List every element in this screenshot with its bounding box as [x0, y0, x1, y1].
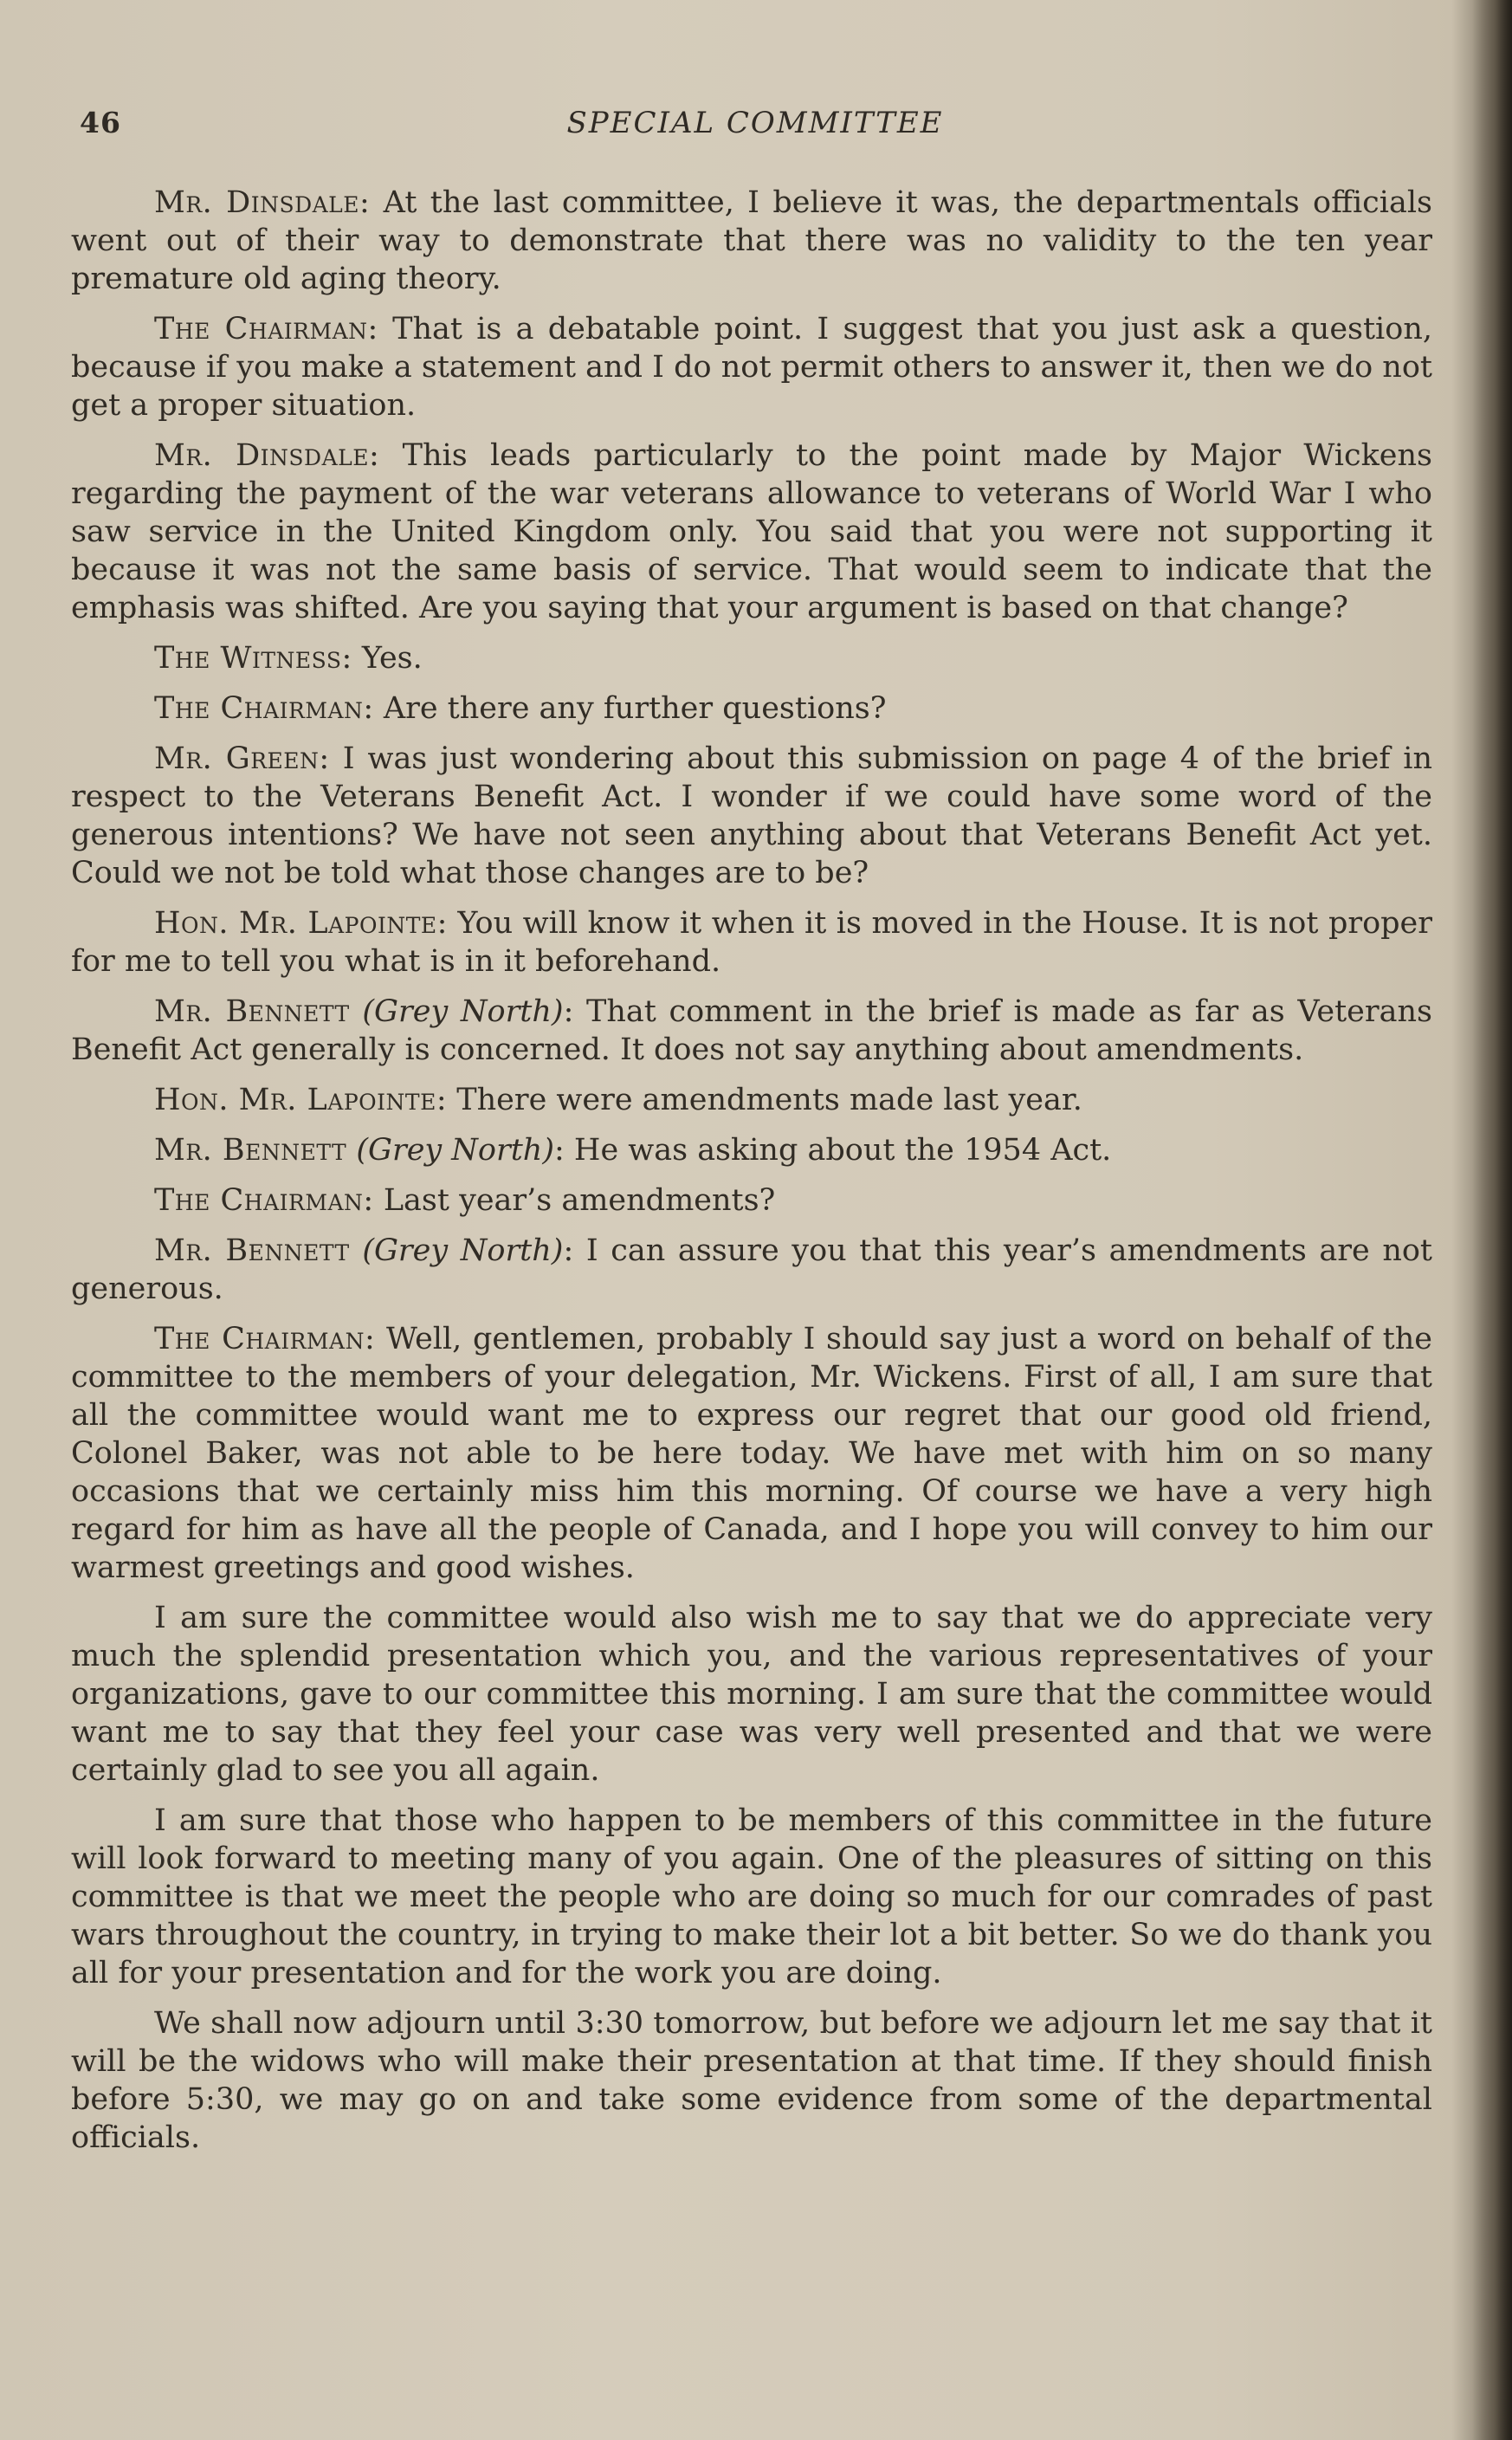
speaker-name: The Chairman: [154, 1183, 374, 1218]
transcript-paragraph [71, 1181, 1432, 1220]
transcript-paragraph [71, 1320, 1432, 1587]
paragraph-text: This leads particularly to the point made by Major Wickens regarding the payment of the war veterans allowance to veterans of World War I who saw service in the United Kingdom only. You said that you were not supporting it because it was not the same basis of service. That would seem to indicate that the emphasis was shifted. Are you saying that your argument is based on that change? [71, 438, 1433, 625]
speaker-name: The Chairman: [154, 1322, 376, 1356]
paragraph-text: I am sure that those who happen to be members of this committee in the future will look forward to meeting many of you again. One of the pleasures of sitting on this committee is that we meet the people who are doing so much for our comrades of past wars throughout the country, in trying to make their lot a bit better. So we do thank you all for your presentation and for the work you are doing. [71, 1803, 1432, 1990]
page-header [80, 106, 1431, 149]
paragraph-text: I am sure the committee would also wish me to say that we do appreciate very much the splendid presentation which you, and the various representatives of your organizations, gave to our committee this morning. I am sure that the committee would want me to say that they feel your case was very well presented and that we were certainly glad to see you all again. [71, 1601, 1432, 1788]
transcript-paragraph [71, 1802, 1432, 1992]
paragraph-text: You will know it when it is moved in the House. It is not proper for me to tell you what is in it beforehand. [71, 906, 1432, 979]
speaker-name: Mr. Green: [154, 741, 330, 776]
paragraph-text: Well, gentlemen, probably I should say just a word on behalf of the committee to the members of your delegation, Mr. Wickens. First of all, I am sure that all the committee would want me to express our regret that our good old friend, Colonel Baker, was not able to be here today. We have met with him on so many occasions that we certainly miss him this morning. Of course we have a very high regard for him as have all the people of Canada, and I hope you will convey to him our warmest greetings and good wishes. [71, 1322, 1432, 1585]
paragraph-text: That is a debatable point. I suggest that you just ask a question, because if you make a statement and I do not permit others to answer it, then we do not get a proper situation. [71, 312, 1432, 423]
paragraph-text: Yes. [352, 641, 423, 676]
transcript-paragraph [71, 184, 1432, 298]
transcript-paragraph [71, 1232, 1432, 1308]
transcript-paragraph [71, 1081, 1432, 1119]
paragraph-text: : He was asking about the 1954 Act. [554, 1133, 1112, 1168]
speaker-name: Hon. Mr. Lapointe: [154, 906, 448, 941]
paragraph-text: : That comment in the brief is made as far as Veterans Benefit Act generally is concerned. It does not say anything about amendments. [71, 994, 1432, 1067]
transcript-paragraph [71, 993, 1432, 1069]
speaker-name: Mr. Dinsdale: [154, 185, 371, 220]
paragraph-text: I was just wondering about this submission on page 4 of the brief in respect to the Veterans Benefit Act. I wonder if we could have some word of the generous intentions? We have not seen anything about that Veterans Benefit Act yet. Could we not be told what those changes are to be? [71, 741, 1432, 890]
transcript-paragraph [71, 689, 1432, 728]
speaker-name: Mr. Bennett [154, 1233, 350, 1268]
paragraph-text: At the last committee, I believe it was, the departmentals officials went out of their way to demonstrate that there was no validity to the ten year premature old aging theory. [71, 185, 1432, 296]
speaker-name: The Witness: [154, 641, 352, 676]
transcript-paragraph [71, 1599, 1432, 1790]
speaker-name: Hon. Mr. Lapointe: [154, 1083, 448, 1117]
paragraph-text: We shall now adjourn until 3:30 tomorrow, but before we adjourn let me say that it will be the widows who will make their presentation at that time. If they should finish before 5:30, we may go on and take some evidence from some of the departmental officials. [71, 2006, 1432, 2155]
transcript-body [71, 184, 1432, 2169]
paragraph-text: There were amendments made last year. [447, 1083, 1082, 1117]
transcript-paragraph [71, 904, 1432, 981]
paragraph-text: Last year’s amendments? [373, 1183, 776, 1218]
running-title: SPECIAL COMMITTEE [566, 106, 944, 140]
binding-edge-shadow [1472, 0, 1512, 2440]
transcript-paragraph [71, 2004, 1432, 2157]
page-number: 46 [80, 106, 121, 139]
speaker-name: The Chairman: [154, 691, 374, 726]
transcript-paragraph [71, 639, 1432, 677]
speaker-name: Mr. Dinsdale: [154, 438, 380, 473]
riding-name: (Grey North) [362, 994, 564, 1029]
transcript-paragraph [71, 740, 1432, 892]
transcript-paragraph [71, 310, 1432, 424]
paragraph-text: : I can assure you that this year’s amendments are not generous. [71, 1233, 1432, 1306]
riding-name: (Grey North) [356, 1133, 554, 1168]
speaker-name: Mr. Bennett [154, 994, 350, 1029]
transcript-paragraph [71, 1131, 1432, 1169]
paragraph-text: Are there any further questions? [373, 691, 887, 726]
speaker-name: Mr. Bennett [154, 1133, 347, 1168]
speaker-name: The Chairman: [154, 312, 378, 346]
riding-name: (Grey North) [362, 1233, 564, 1268]
transcript-paragraph [71, 437, 1432, 627]
